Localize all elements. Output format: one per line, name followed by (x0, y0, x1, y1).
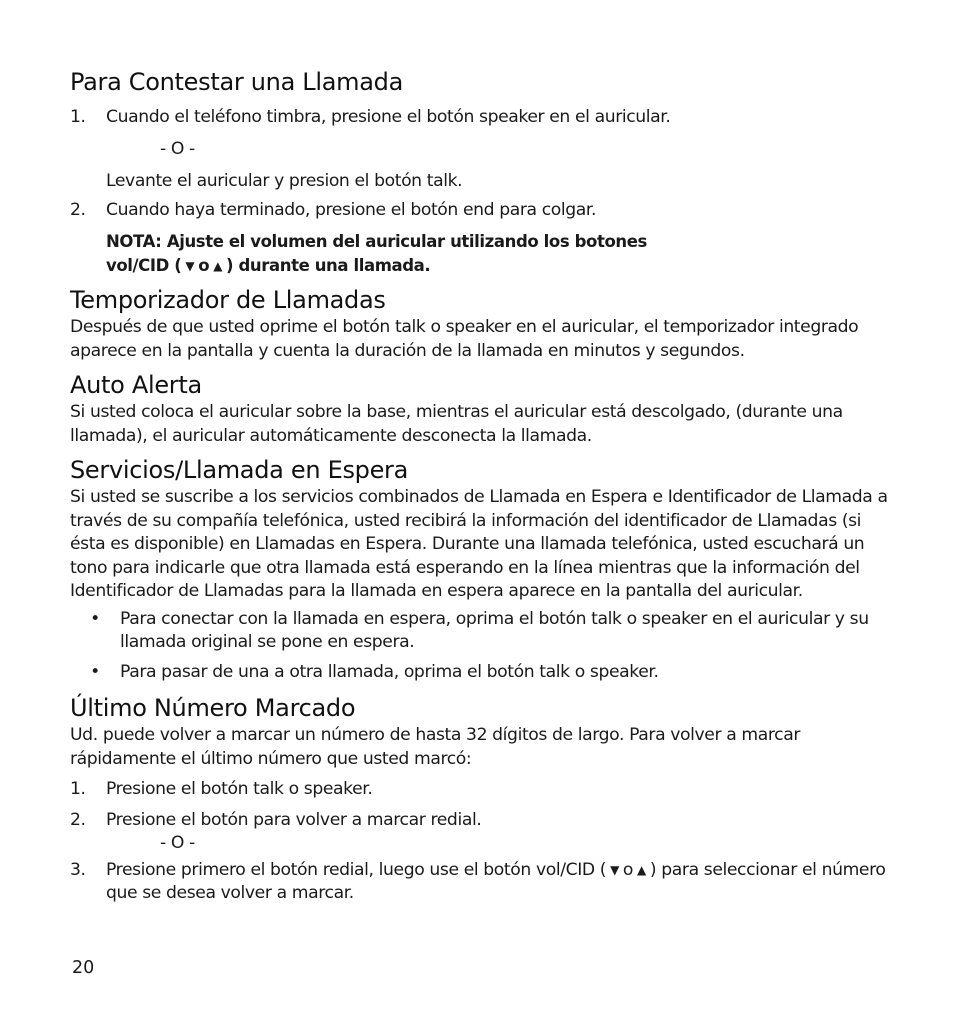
step-text: Presione el botón para volver a marcar redial. (106, 809, 482, 830)
list-item: • Para conectar con la llamada en espera, oprima el botón talk o speaker en el auricular y su llamada original se pone en espera. (70, 608, 890, 655)
step-number: 2. (70, 809, 86, 830)
volume-note (70, 230, 890, 278)
note-line-2: vol/CID ( ▼ o ▲ ) durante una llamada. (106, 254, 890, 278)
section-title-answer-call: Para Contestar una Llamada (70, 68, 403, 96)
call-waiting-body: Si usted se suscribe a los servicios combinados de Llamada en Espera e Identificador de Llamada a través de su compañía telefónica, usted recibirá la información del identificador de Llamadas (si ésta es disponible) en Llamadas en Espera. Durante una llamada telefónica, usted escuchará un tono para indicarle que otra llamada está esperando en la línea mientras que la información del Identificador de Llamadas para la llamada en espera aparece en la pantalla del auricular. (70, 487, 888, 601)
note-line-1: NOTA: Ajuste el volumen del auricular utilizando los botones (106, 232, 647, 251)
down-arrow-icon: ▼ (185, 259, 195, 273)
page-number: 20 (72, 958, 95, 978)
manual-page (70, 66, 890, 906)
bullet-icon: • (90, 661, 100, 682)
answer-step-1-alt: Levante el auricular y presion el botón talk. (106, 171, 463, 191)
down-arrow-icon: ▼ (610, 862, 619, 877)
step-text: Presione primero el botón redial, luego use el botón vol/CID ( ▼ o ▲ ) para seleccionar el número que se desea volver a marcar. (106, 859, 886, 903)
step-number: 1. (70, 779, 86, 799)
redial-step-1 (70, 778, 890, 802)
section-title-call-waiting: Servicios/Llamada en Espera (70, 456, 409, 484)
answer-step-2 (70, 199, 890, 223)
up-arrow-icon: ▲ (213, 259, 223, 273)
step-number: 2. (70, 199, 86, 220)
redial-step-2 (70, 809, 890, 833)
call-timer-body: Después de que usted oprime el botón talk o speaker en el auricular, el temporizador integrado aparece en la pantalla y cuenta la duración de la llamada en minutos y segundos. (70, 317, 859, 361)
section-title-last-number-redial: Último Número Marcado (70, 694, 356, 722)
auto-alert-body: Si usted coloca el auricular sobre la base, mientras el auricular está descolgado, (durante una llamada), el auricular automáticamente desconecta la llamada. (70, 402, 843, 446)
step-text: Cuando haya terminado, presione el botón end para colgar. (106, 199, 597, 220)
or-separator: - O - (160, 138, 195, 159)
step-number: 3. (70, 859, 86, 880)
redial-step-3 (70, 859, 890, 906)
step-text: Cuando el teléfono timbra, presione el botón speaker en el auricular. (106, 107, 671, 127)
step-number: 1. (70, 107, 86, 127)
or-separator: - O - (160, 833, 195, 853)
step-text: Presione el botón talk o speaker. (106, 779, 373, 799)
up-arrow-icon: ▲ (637, 862, 646, 877)
section-title-auto-alert: Auto Alerta (70, 371, 202, 399)
call-waiting-bullets (70, 608, 890, 685)
bullet-icon: • (90, 608, 100, 629)
section-title-call-timer: Temporizador de Llamadas (70, 286, 386, 314)
redial-body: Ud. puede volver a marcar un número de hasta 32 dígitos de largo. Para volver a marcar rápidamente el último número que usted marcó: (70, 725, 801, 769)
list-item: • Para pasar de una a otra llamada, oprima el botón talk o speaker. (70, 661, 890, 685)
answer-step-1 (70, 106, 890, 130)
